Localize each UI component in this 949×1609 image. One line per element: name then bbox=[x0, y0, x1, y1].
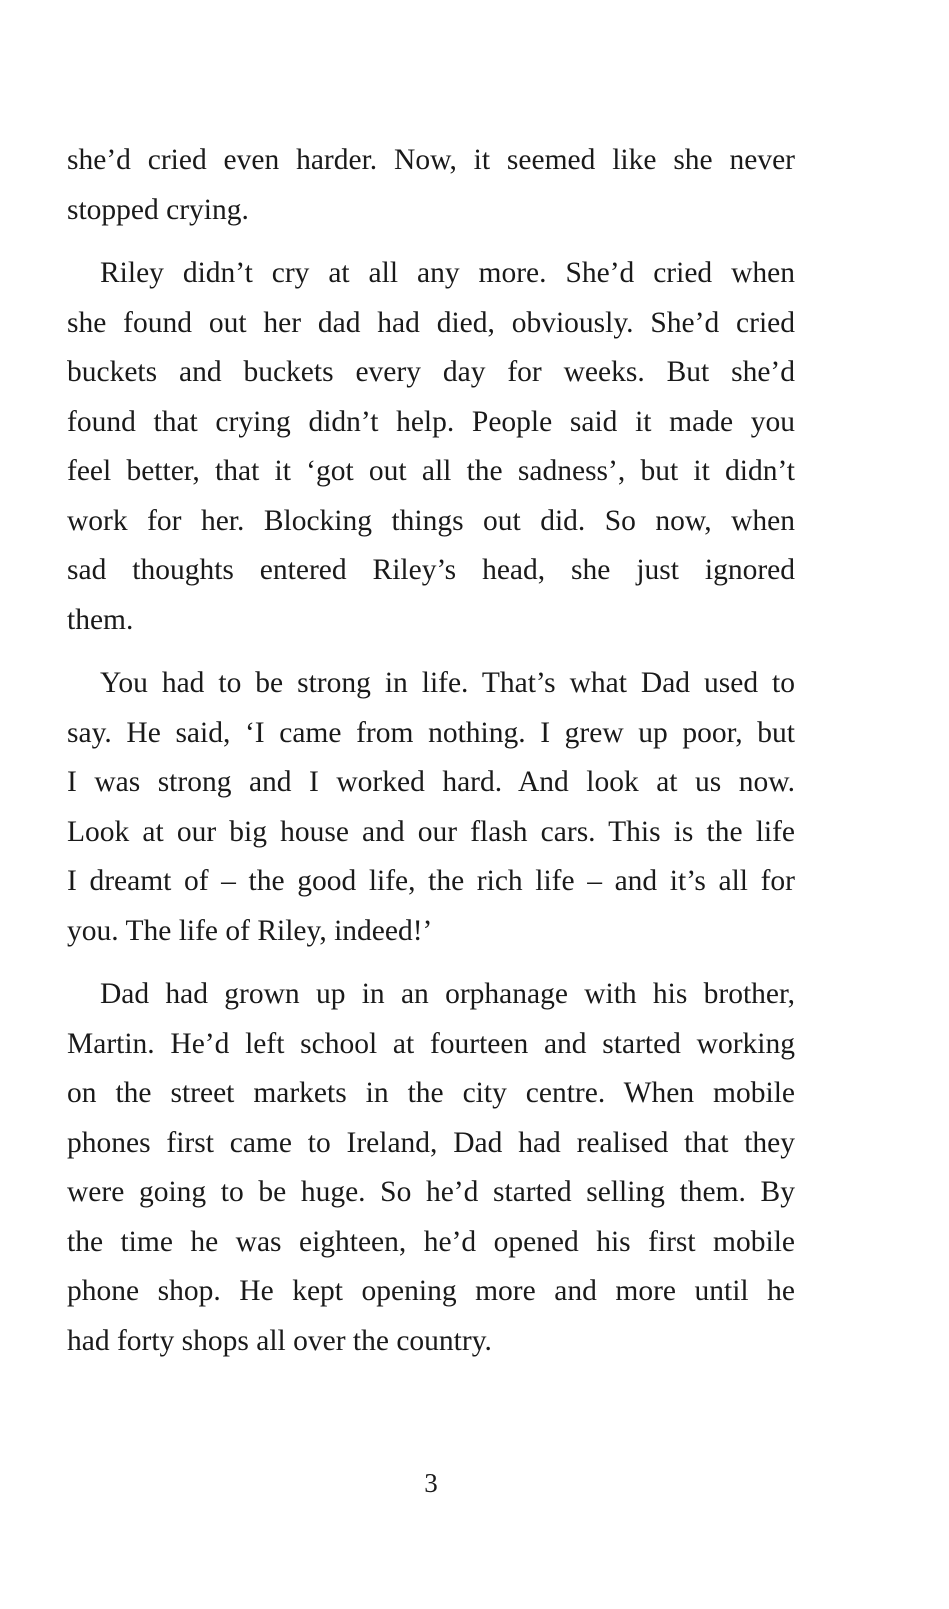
text-line: sad thoughts entered Riley’s head, she just ignored bbox=[67, 554, 795, 586]
text-line: phones first came to Ireland, Dad had realised that they bbox=[67, 1126, 795, 1159]
text-line: work for her. Blocking things out did. So now, when bbox=[67, 504, 795, 537]
text-line: say. He said, ‘I came from nothing. I grew up poor, but bbox=[67, 716, 795, 749]
text-line: Riley didn’t cry at all any more. She’d cried when bbox=[100, 257, 795, 289]
body-text bbox=[67, 136, 795, 1380]
text-line: I dreamt of – the good life, the rich life – and it’s all for bbox=[67, 865, 795, 897]
text-line: she found out her dad had died, obviously. She’d cried bbox=[67, 306, 795, 339]
text-line: had forty shops all over the country. bbox=[67, 1324, 492, 1357]
text-line: stopped crying. bbox=[67, 193, 249, 226]
text-line: Dad had grown up in an orphanage with his brother, bbox=[100, 978, 795, 1010]
text-line: You had to be strong in life. That’s what Dad used to bbox=[100, 667, 795, 699]
text-line: them. bbox=[67, 603, 134, 636]
text-line: Look at our big house and our flash cars. This is the life bbox=[67, 815, 795, 848]
text-line: on the street markets in the city centre. When mobile bbox=[67, 1077, 795, 1109]
paragraph bbox=[67, 659, 795, 956]
text-line: feel better, that it ‘got out all the sadness’, but it didn’t bbox=[67, 455, 795, 487]
page-number: 3 bbox=[424, 1468, 438, 1498]
paragraph bbox=[67, 970, 795, 1366]
text-line: you. The life of Riley, indeed!’ bbox=[67, 914, 433, 947]
text-line: buckets and buckets every day for weeks. But she’d bbox=[67, 356, 795, 388]
text-line: were going to be huge. So he’d started selling them. By bbox=[67, 1176, 795, 1208]
paragraph bbox=[67, 136, 795, 235]
text-line: found that crying didn’t help. People said it made you bbox=[67, 405, 795, 438]
text-line: I was strong and I worked hard. And look at us now. bbox=[67, 766, 795, 798]
text-line: phone shop. He kept opening more and more until he bbox=[67, 1275, 795, 1307]
paragraph bbox=[67, 249, 795, 645]
text-line: the time he was eighteen, he’d opened his first mobile bbox=[67, 1225, 795, 1258]
text-line: Martin. He’d left school at fourteen and started working bbox=[67, 1027, 795, 1060]
text-line: she’d cried even harder. Now, it seemed like she never bbox=[67, 144, 795, 176]
